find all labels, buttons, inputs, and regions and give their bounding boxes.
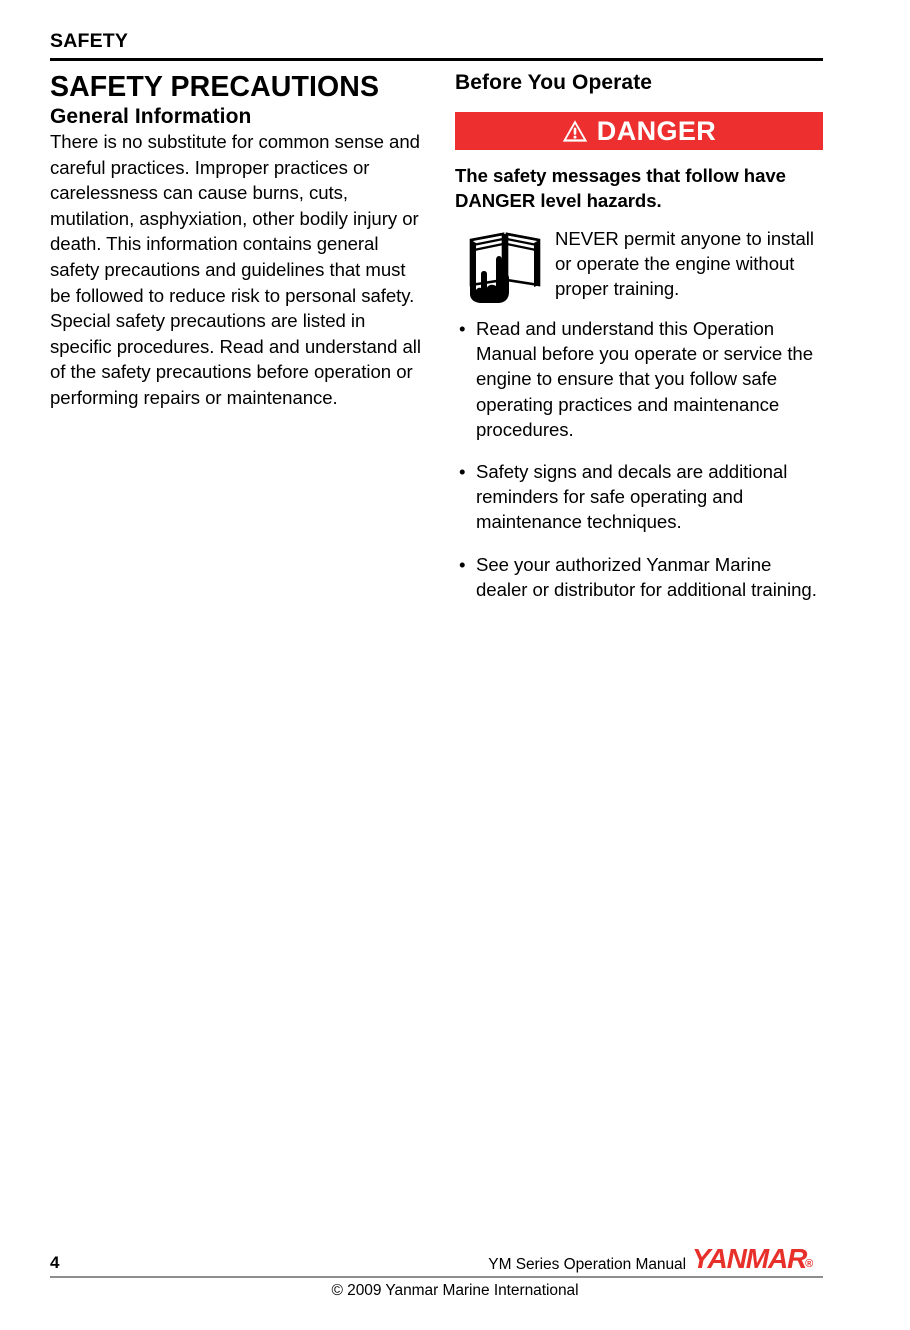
page-number: 4 xyxy=(50,1253,60,1272)
general-information-paragraph: There is no substitute for common sense and careful practices. Improper practices or carelessness can cause burns, cuts, mutilation, asphyxiation, other bodily injury or death. This information contains general safety precautions and guidelines that must be followed to reduce risk to personal safety. Special safety precautions are listed in specific procedures. Read and understand all of the safety precautions before operation or performing repairs or maintenance. xyxy=(50,131,421,408)
bullet-marker: • xyxy=(459,461,466,483)
safety-bullet-list xyxy=(455,316,823,602)
hazard-icon-container xyxy=(455,226,555,304)
right-column xyxy=(455,70,823,602)
bullet-marker: • xyxy=(459,318,466,339)
danger-banner-label: DANGER xyxy=(596,115,717,146)
footer-copyright: © 2009 Yanmar Marine International xyxy=(331,1282,579,1299)
yanmar-logo xyxy=(692,1245,826,1272)
danger-banner xyxy=(455,112,823,150)
running-header xyxy=(50,29,823,53)
danger-lead-text: The safety messages that follow have DANGER level hazards. xyxy=(455,165,786,211)
section-heading-before-you-operate: Before You Operate xyxy=(455,71,653,94)
footer-divider-rule xyxy=(50,1276,823,1278)
left-column xyxy=(50,70,424,411)
hazard-message-text: NEVER permit anyone to install or operate the engine without proper training. xyxy=(555,228,814,300)
list-item xyxy=(455,459,823,535)
list-item-text: See your authorized Yanmar Marine dealer or distributor for additional training. xyxy=(476,553,817,600)
hazard-message-block xyxy=(455,226,823,304)
yanmar-logo-wordmark: YANMAR xyxy=(692,1243,807,1274)
danger-banner-content xyxy=(562,115,717,146)
list-item-text: Read and understand this Operation Manual before you operate or service the engine to ensure that you follow safe operating practices and maintenance procedures. xyxy=(476,318,814,440)
running-header-text: SAFETY xyxy=(50,30,129,52)
footer-manual-title: YM Series Operation Manual xyxy=(488,1256,686,1273)
bullet-marker: • xyxy=(459,553,466,575)
list-item-text: Safety signs and decals are additional reminders for safe operating and maintenance techniques. xyxy=(476,461,788,533)
header-divider-rule xyxy=(50,58,823,61)
read-manual-hand-pointing-at-book-icon xyxy=(468,228,542,304)
page-title: SAFETY PRECAUTIONS xyxy=(50,71,380,103)
section-heading-general-information: General Information xyxy=(50,105,252,128)
list-item xyxy=(455,316,823,442)
list-item xyxy=(455,552,823,602)
registered-trademark-icon: ® xyxy=(805,1258,814,1270)
warning-triangle-icon xyxy=(562,119,588,143)
